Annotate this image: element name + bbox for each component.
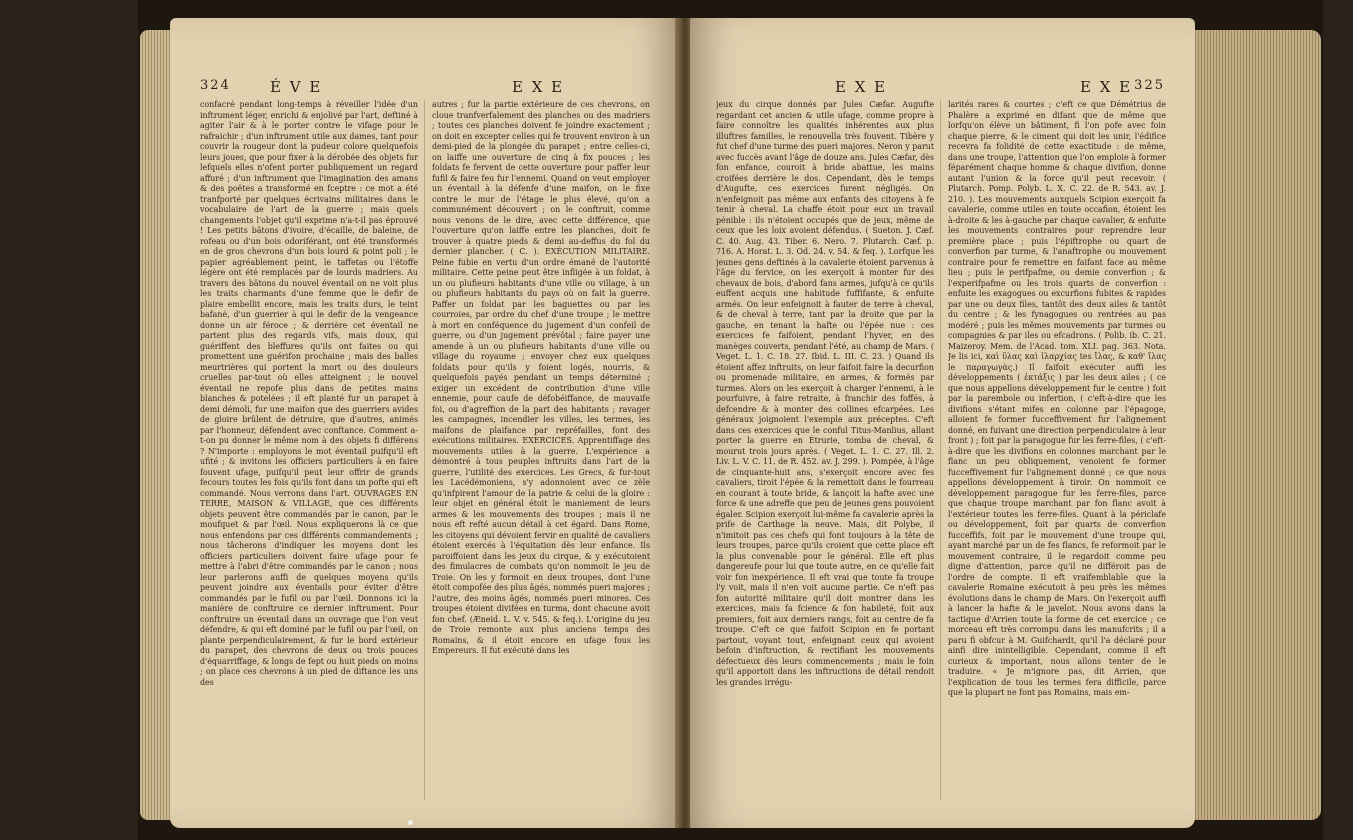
column-rule [424, 100, 425, 800]
text-column: autres ; fur la partie extérieure de ces chevrons, on cloue tranfverfalement des planches ou des madriers ; toutes ces planches doivent fe joindre exactement ; on doit en excepter celles qui fe trouvent environ à un demi-pied de la plongée du parapet ; entre celles-ci, on laiffe une ouverture de cinq à fix pouces ; les foldats fe fervent de cette ouverture pour paffer leur fufil & faire feu fur l'ennemi. Quand on veut employer un éventail à la défenfe d'une maifon, on le fixe contre le mur de l'étage le plus élevé, qu'on a communément découvert ; on le conftruit, comme nous venons de le dire, avec cette différence, que l'ouverture qu'on laiffe entre les planches, doit fe trouver à quatre pieds & demi au-deffus du fol du dernier plancher. ( C. ). EXÉCUTION MILITAIRE. Peine fubie en vertu d'un ordre émané de l'autorité militaire. Cette peine peut être infligée à un foldat, à un ou plufieurs habitants d'une ville ou village, à un ou plufieurs habitants du pays où on fait la guerre. Paffer un foldat par les baguettes ou par les courroies, par ordre du chef d'une troupe ; le mettre à mort en conféquence du jugement d'un confeil de guerre, ou d'un jugement prévôtal ; faire payer une amende à un ou plufieurs habitants d'une ville ou village du royaume ; envoyer chez eux quelques foldats pour qu'ils y foient logés, nourris, & quelquefois payés pendant un temps déterminé ; exiger un excédent de contribution d'une ville ennemie, pour caufe de défobéiffance, de mauvaife foi, ou d'agreffion de la part des habitants ; ravager les campagnes, incendier les villes, les termes, les maifons de plaifance par repréfailles, font des exécutions militaires. EXERCICES. Apprentiffage des mouvements utiles à la guerre. L'expérience a démontré à tous peuples inftruits dans l'art de la guerre, l'utilité des exercices. Les Grecs, & fur-tout les Lacédémoniens, s'y adonnoient avec ce zèle qu'infpirent l'amour de la patrie & celui de la gloire : leur objet en général étoit le maniement de leurs armes & les mouvements des troupes ; mais il ne nous eft refté aucun détail à cet égard. Dans Rome, les citoyens qui dévoient fervir en qualité de cavaliers étoient exercés à l'équitation dès leur enfance. Ils paroiffoient dans les jeux du cirque, & y exécutoient des fimulacres de combats qu'on nommoit le jeu de Troie. On les y formoit en deux troupes, dont l'une étoit compofée des plus âgés, nommés pueri majores ; l'autre, des moins âgés, nommés pueri minores. Ces troupes étoient divifées en turma, dont chacune avoit fon chef. (Æneid. L. V. v. 545. & feq.). L'origine du jeu de Troie remonte aux plus anciens temps des Romains, & il étoit encore en ufage fous les Empereurs. Il fut exécuté dans les [432, 100, 650, 655]
page-number: 325 [1134, 78, 1165, 93]
column-rule [940, 100, 941, 800]
page-marker-dot [408, 820, 413, 825]
left-page [170, 18, 678, 828]
page-edges-right [1193, 30, 1321, 820]
running-head: E X E [1080, 78, 1133, 96]
text-column: jeux du cirque donnés par Jules Cæfar. Augufte regardant cet ancien & utile ufage, comme propre à faire connoître les qualités inhérentes aux plus illuftres familles, le renouvella très fouvent. Tibère y fut chef d'une turme des pueri majores. Neron y parut avec fuccès avant l'âge de douze ans. Jules Cæfar, dès fon enfance, couroit à bride abattue, les mains croifées derrière le dos. Cependant, dès le temps d'Augufte, ces exercices furent négligés. On n'enfeignoit pas même aux enfants des citoyens à fe tenir à cheval. La chaffe étoit pour eux un travail pénible : ils n'étoient occupés que de jeux, même de ceux que les loix avoient défendus. ( Sueton. J. Cæf. C. 40. Aug. 43. Tiber. 6. Nero. 7. Plutarch. Cæf. p. 716. A. Horat. L. 3. Od. 24. v. 54. & feq. ). Lorfque les jeunes gens deftinés à la cavalerie étoient parvenus à l'âge du fervice, on les exerçoit à monter fur des chevaux de bois, d'abord fans armes, jufqu'à ce qu'ils euffent acquis une habitude fuffifante, & enfuite armés. On leur enfeignoit à fauter de terre à cheval, & de cheval à terre, tant par la droite que par la gauche, en tenant la hafte ou l'épée nue : ces exercices fe faifoient, pendant l'hyver, en des manèges couverts, pendant l'été, au champ de Mars. ( Veget. L. 1. C. 18. 27. Ibid. L. III. C. 23. ) Quand ils étoient affez inftruits, on leur faifoit faire la decurfion ou promenade militaire, en armes, & formés par turmes. Alors on les exerçoit à charger l'ennemi, à le pourfuivre, à faire retraite, à franchir des foffés, à defcendre & à monter des collines efcarpées. Les généraux joignoient l'exemple aux préceptes. C'eft dans ces exercices que le conful Titus-Manlius, allant porter la guerre en Étrurie, tomba de cheval, & mourut trois jours après. ( Veget. L. 1. C. 27. Ill. 2. Liv. L. V. C. 11. de R. 452. av. J. 299. ). Pompée, à l'âge de cinquante-huit ans, s'exerçoit encore avec fes cavaliers, tiroit l'épée & la remettoit dans le fourreau en courant à toute bride, & lançoit la hafte avec une force & une adreffe que peu de jeunes gens pouvoient égaler. Scipion exerçoit lui-même fa cavalerie après la prife de Carthage la neuve. Mais, dit Polybe, il n'imitoit pas ces chefs qui font toujours à la tête de leurs troupes, parce qu'ils croient que cette place eft la plus convenable pour le général. Elle eft plus dangereufe pour lui que toute autre, en ce qu'elle fait voir fon inexpérience. Il eft vrai que toute fa troupe l'y voit, mais il n'en voit aucune partie. Ce n'eft pas fon autorité militaire qu'il doit montrer dans les exercices, mais fa fcience & fon habileté, foit aux premiers, foit aux derniers rangs, foit au centre de fa troupe. C'eft ce que faifoit Scipion en fe portant partout, voyant tout, enfeignant ceux qui avoient befoin d'inftruction, & rectifiant les mouvements défectueux dès leurs commencements ; mais le foin qu'il apportoit dans les inftructions de détail rendoit les grandes irrégu- [716, 100, 934, 687]
text-column: larités rares & courtes ; c'eft ce que Démétrius de Phalère a exprimé en difant que de même que lorfqu'on élève un bâtiment, fi l'on pofe avec foin chaque pierre, & le ciment qui doit les unir, l'édifice recevra fa folidité de cette exactitude : de même, dans une troupe, l'attention que l'on emploie à former féparément chaque homme & chaque divifion, donne autant l'union & la force qu'il peut recevoir. ( Plutarch. Pomp. Polyb. L. X. C. 22. de R. 543. av. J. 210. ). Les mouvements auxquels Scipion exerçoit fa cavalerie, comme utiles en toute occafion, étoient les à-droite & les à-gauche par chaque cavalier, & enfuite les mouvements contraires pour reprendre leur première place ; puis l'épiftrophe ou quart de converfion par turme, & l'anaftrophe ou mouvement contraire pour fe remettre en faifant face au même lieu ; puis le perifpafme, ou demie converfion ; & l'experifpafme ou les trois quarts de converfion : enfuite les exagogues ou excurfions fubites & rapides par une ou deux files, tantôt des deux ailes & tantôt du centre ; & les fynagogues ou rentrées au pas modéré ; puis les mêmes mouvements par turmes ou compagnies & par iles ou efcadrons. ( Polib. ib. C. 21. Maizeroy. Mem. de l'Acad. tom. XLI. pag. 363. Nota. Je lis ici, καὶ ὕλας καὶ ἰλαρχίας tes ἴλας, & καθ' ἴλας le παραγωγὰς.) Il faifoit exécuter auffi les développements ( ἐκτάξις ) par les deux ailes ; ( ce que nous appellons développement fur le centre ) foit par la parembole ou infertion, ( c'eft-à-dire que les divifions s'étant mifes en colonne par l'épagoge, alloient fe former fucceffivement fur l'alignement donné, en fuivant une direction perpendiculaire à leur front ) ; foit par la paragogue fur les ferre-files, ( c'eft-à-dire que les divifions en colonnes marchant par le flanc un peu obliquement, venoient fe former fucceffivement fur l'alignement donné ; ce que nous appellons développement à tiroir. On nommoit ce développement paragogue fur les ferre-files, parce que chaque troupe marchant par fon flanc avoit à l'extérieur toutes les ferre-files. Quant à la périclafe ou développement, foit par quarts de converfion fucceffifs, foit par le mouvement d'une troupe qui, ayant marché par un de fes flancs, fe reformoit par le mouvement contraire, il le regardoit comme peu digne d'attention, parce qu'il ne différoit pas de l'ordre de compte. Il eft vraifemblable que la cavalerie Romaine exécutoit à peu près les mêmes évolutions dans le champ de Mars. On l'exerçoit auffi à lancer la hafte & le javelot. Nous avons dans la tactique d'Arrien toute la forme de cet exercice ; ce morceau eft très corrompu dans les manufcrits ; il a paru fi obfcur à M. Guifchardt, qu'il l'a déclaré pour ainfi dire inintelligible. Cependant, comme il eft curieux & important, nous allons tenter de le traduire. « Je m'ignore pas, dit Arrien, que l'explication de tous les termes fera difficile, parce que la plupart ne font pas Romains, mais em- [948, 100, 1166, 697]
right-page-header [720, 78, 1165, 100]
running-head: É V E [270, 78, 323, 96]
running-head: E X E [835, 78, 888, 96]
running-head: E X E [512, 78, 565, 96]
page-number: 324 [200, 78, 231, 93]
text-column: confacré pendant long-temps à réveiller l'idée d'un inftrument léger, enrichi & enjolivé par l'art, deftiné à agiter l'air & à le porter contre le vifage pour le rafraichir ; d'un inftrument utile aux dames, tant pour couvrir la rougeur dont la pudeur colore quelquefois leurs joues, que pour fixer à la dérobée des objets fur lefquels elles n'ofent porter publiquement un regard affuré ; d'un inftrument que l'imagination des amans & des poëtes a transformé en fceptre : ce mot a été tranfporté par quelques écrivains militaires dans le vocabulaire de l'art de la guerre ; mais quels changements l'objet qu'il exprime n'a-t-il pas éprouvé ! Les petits bâtons d'ivoire, d'écaille, de baleine, de rofeau ou d'un bois odoriférant, ont été transformés en de gros chevrons d'un bois lourd & point poli ; le papier agréablement peint, le taffetas ou l'étoffe légère ont été remplacés par de lourds madriers. Au travers des bâtons du nouvel éventail on ne voit plus les traits charmants d'une femme que le defir de plaire embellit encore, mais les traits durs, le teint bafané, d'un guerrier à qui le defir de la vengeance donne un air féroce ; & derrière cet éventail ne partent plus des regards vifs, mais doux, qui guériffent des bleffures qu'ils ont faites ou qui promettent une guérifon prochaine ; mais des balles meurtrières qui portent la mort ou des douleurs cruelles par-tout où elles atteignent ; le nouvel éventail ne repofe plus dans de petites mains blanches & potelées ; il eft planté fur un parapet à demi démoli, fur une maifon que des guerriers avides de gloire brûlent de détruire, que d'autres, animés par l'honneur, défendent avec conftance. Comment a-t-on pu donner le même nom à des objets fi différens ? N'importe : employons le mot éventail puifqu'il eft ufité ; & invitons les officiers particuliers à en faire fouvent ufage, puifqu'il peut leur offrir de grands fecours toutes les fois qu'ils font dans un pofte qui eft commandé. Nous verrons dans l'art. OUVRAGES EN TERRE, MAISON & VILLAGE, que ces différents objets peuvent être commandés par le canon, par le moufquet & par l'œil. Nous expliquerons là ce que nous entendons par ces différents commandements ; nous tâcherons d'indiquer les moyens dont les officiers particuliers doivent faire ufage pour fe mettre à l'abri d'être commandés par le canon ; nous leur parlerons auffi de quelques moyens qu'ils peuvent joindre aux éventails pour éviter d'être commandés par le fufil ou par l'œil. Donnons ici la manière de conftruire ce dernier inftrument. Pour conftruire un éventail dans un ouvrage que l'on veut défendre, & qui eft dominé par le fufil ou par l'œil, on plante perpendiculairement, & fur le bord extérieur du parapet, des chevrons de deux ou trois pouces d'équarriffage, & longs de fept ou huit pieds on moins ; on place ces chevrons à un pied de diftance les uns des [200, 100, 418, 687]
right-page [690, 18, 1195, 828]
page-edges-left [140, 30, 172, 820]
left-page-header [200, 78, 648, 100]
